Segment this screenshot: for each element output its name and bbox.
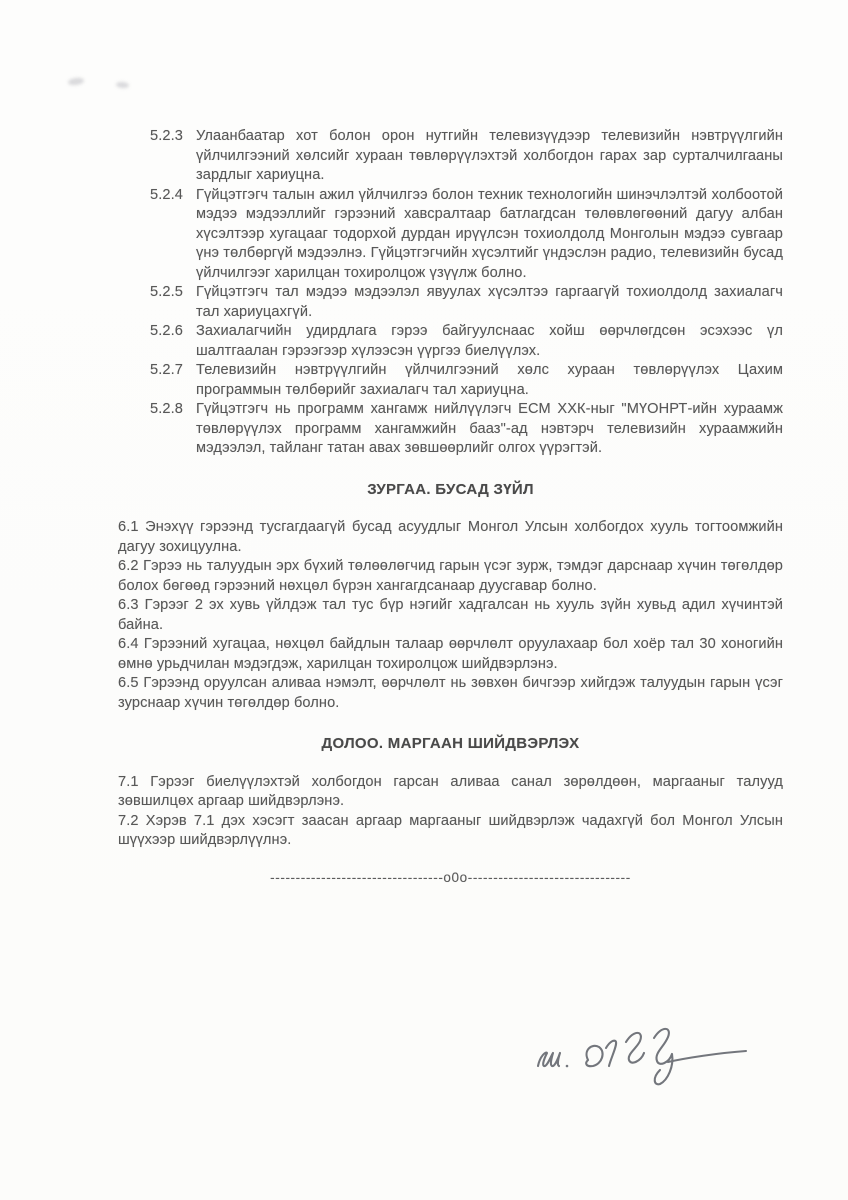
paragraph-6-4 [118,635,783,674]
paragraph-number: 6.3 [118,597,139,613]
paragraph-text: Гэрээг 2 эх хувь үйлдэж тал тус бүр нэгийг хадгалсан нь хууль зүйн хувьд адил хүчинтэй байна. [118,597,784,633]
clause-5-2-4 [150,186,783,284]
section-seven-body [118,773,783,851]
paragraph-number: 6.5 [118,675,139,691]
clause-text: Гүйцэтгэгч тал мэдээ мэдээлэл явуулах хүсэлтээ гаргаагүй тохиолдолд захиалагч тал хариуцахгүй. [196,284,783,320]
section-six-heading: ЗУРГАА. БУСАД ЗҮЙЛ [367,480,534,498]
paragraph-number: 6.2 [118,558,139,574]
paragraph-text: Гэрээний хугацаа, нөхцөл байдлын талаар өөрчлөлт оруулахаар бол хоёр тал 30 хоногийн өмнө урьдчилан мэдэгдэж, харилцан тохиролцож шийдвэрлэнэ. [118,636,784,672]
scan-smudge [116,81,129,88]
paragraph-7-2 [118,812,783,851]
paragraph-text: Энэхүү гэрээнд тусгагдаагүй бусад асуудлыг Монгол Улсын холбогдох хууль тогтоомжийн дагуу зохицуулна. [118,519,784,555]
paragraph-text: Гэрээнд оруулсан аливаа нэмэлт, өөрчлөлт нь зөвхөн бичгээр хийгдэж талуудын гарын үсэг зурснаар хүчин төгөлдөр болно. [118,675,784,711]
handwritten-signature [528,1018,758,1103]
section-seven-heading: ДОЛОО. МАРГААН ШИЙДВЭРЛЭХ [321,735,580,752]
paragraph-7-1 [118,773,783,812]
clause-5-2-8 [150,400,783,459]
clause-list-5-2 [150,127,783,459]
clause-5-2-3 [150,127,783,186]
clause-number: 5.2.7 [150,362,183,378]
paragraph-text: Гэрээ нь талуудын эрх бүхий төлөөлөгчид гарын үсэг зурж, тэмдэг дарснаар хүчин төгөлдөр болох бөгөөд гэрээний нөхцөл бүрэн хангагдсанаар дуусгавар болно. [118,558,784,594]
paragraph-text: Хэрэв 7.1 дэх хэсэгт заасан аргаар маргааныг шийдвэрлэж чадахгүй бол Монгол Улсын шүүхээр шийдвэрлүүлнэ. [118,812,783,848]
paragraph-6-1 [118,518,783,557]
clause-number: 5.2.5 [150,284,183,300]
paragraph-6-5 [118,674,783,713]
clause-5-2-6 [150,322,783,361]
clause-5-2-5 [150,283,783,322]
section-six-body [118,518,783,713]
paragraph-number: 6.1 [118,519,139,535]
paragraph-number: 7.1 [118,773,139,790]
clause-text: Улаанбаатар хот болон орон нутгийн телевизүүдээр телевизийн нэвтрүүлгийн үйлчилгээний хөлсийг хураан төвлөрүүлэхтэй холбогдон гарах зар сурталчилгааны зардлыг хариуцна. [196,128,783,183]
paragraph-number: 7.2 [118,812,139,829]
clause-number: 5.2.6 [150,323,183,339]
paragraph-6-2 [118,557,783,596]
clause-text: Гүйцэтгэгч нь программ хангамж нийлүүлэгч ЕСМ ХХК-ныг "МҮОНРТ-ийн хураамж төвлөрүүлэх программ хангамжийн бааз"-ад нэвтэрч телевизийн хураамжийн мэдээлэл, тайланг татан авах зөвшөөрлийг олгох үүрэгтэй. [196,401,783,456]
clause-text: Гүйцэтгэгч талын ажил үйлчилгээ болон техник технологийн шинэчлэлтэй холбоотой мэдээ мэдээллийг гэрээний хавсралтаар батлагдсан төлөвлөгөөний дагуу албан хүсэлтээр хугацааг тодорхой дурдан ирүүлсэн тохиолдолд Монголын мэдээ сувгаар үнэ төлбөргүй мэдээлнэ. Гүйцэтгэгчийн хүсэлтийг үндэслэн радио, телевизийн бусад үйлчилгээг харилцан тохиролцож үзүүлж болно. [196,186,783,281]
clause-number: 5.2.3 [150,128,183,144]
clause-number: 5.2.4 [150,186,183,203]
clause-5-2-7 [150,361,783,400]
clause-text: Захиалагчийн удирдлага гэрээ байгуулснаас хойш өөрчлөгдсөн эсэхээс үл шалтгаалан гэрээгээр хүлээсэн үүргээ биелүүлэх. [196,323,783,359]
paragraph-6-3 [118,596,783,635]
paragraph-number: 6.4 [118,636,139,652]
clause-number: 5.2.8 [150,401,183,417]
scan-smudge [68,77,85,86]
paragraph-text: Гэрээг биелүүлэхтэй холбогдон гарсан аливаа санал зөрөлдөөн, маргааныг талууд зөвшилцөх аргаар шийдвэрлэнэ. [118,773,784,809]
ooo-divider: ----------------------------------o0o-------------------------------- [270,869,631,885]
clause-text: Телевизийн нэвтрүүлгийн үйлчилгээний хөлс хураан төвлөрүүлэх Цахим программын төлбөрийг захиалагч тал хариуцна. [196,362,783,398]
